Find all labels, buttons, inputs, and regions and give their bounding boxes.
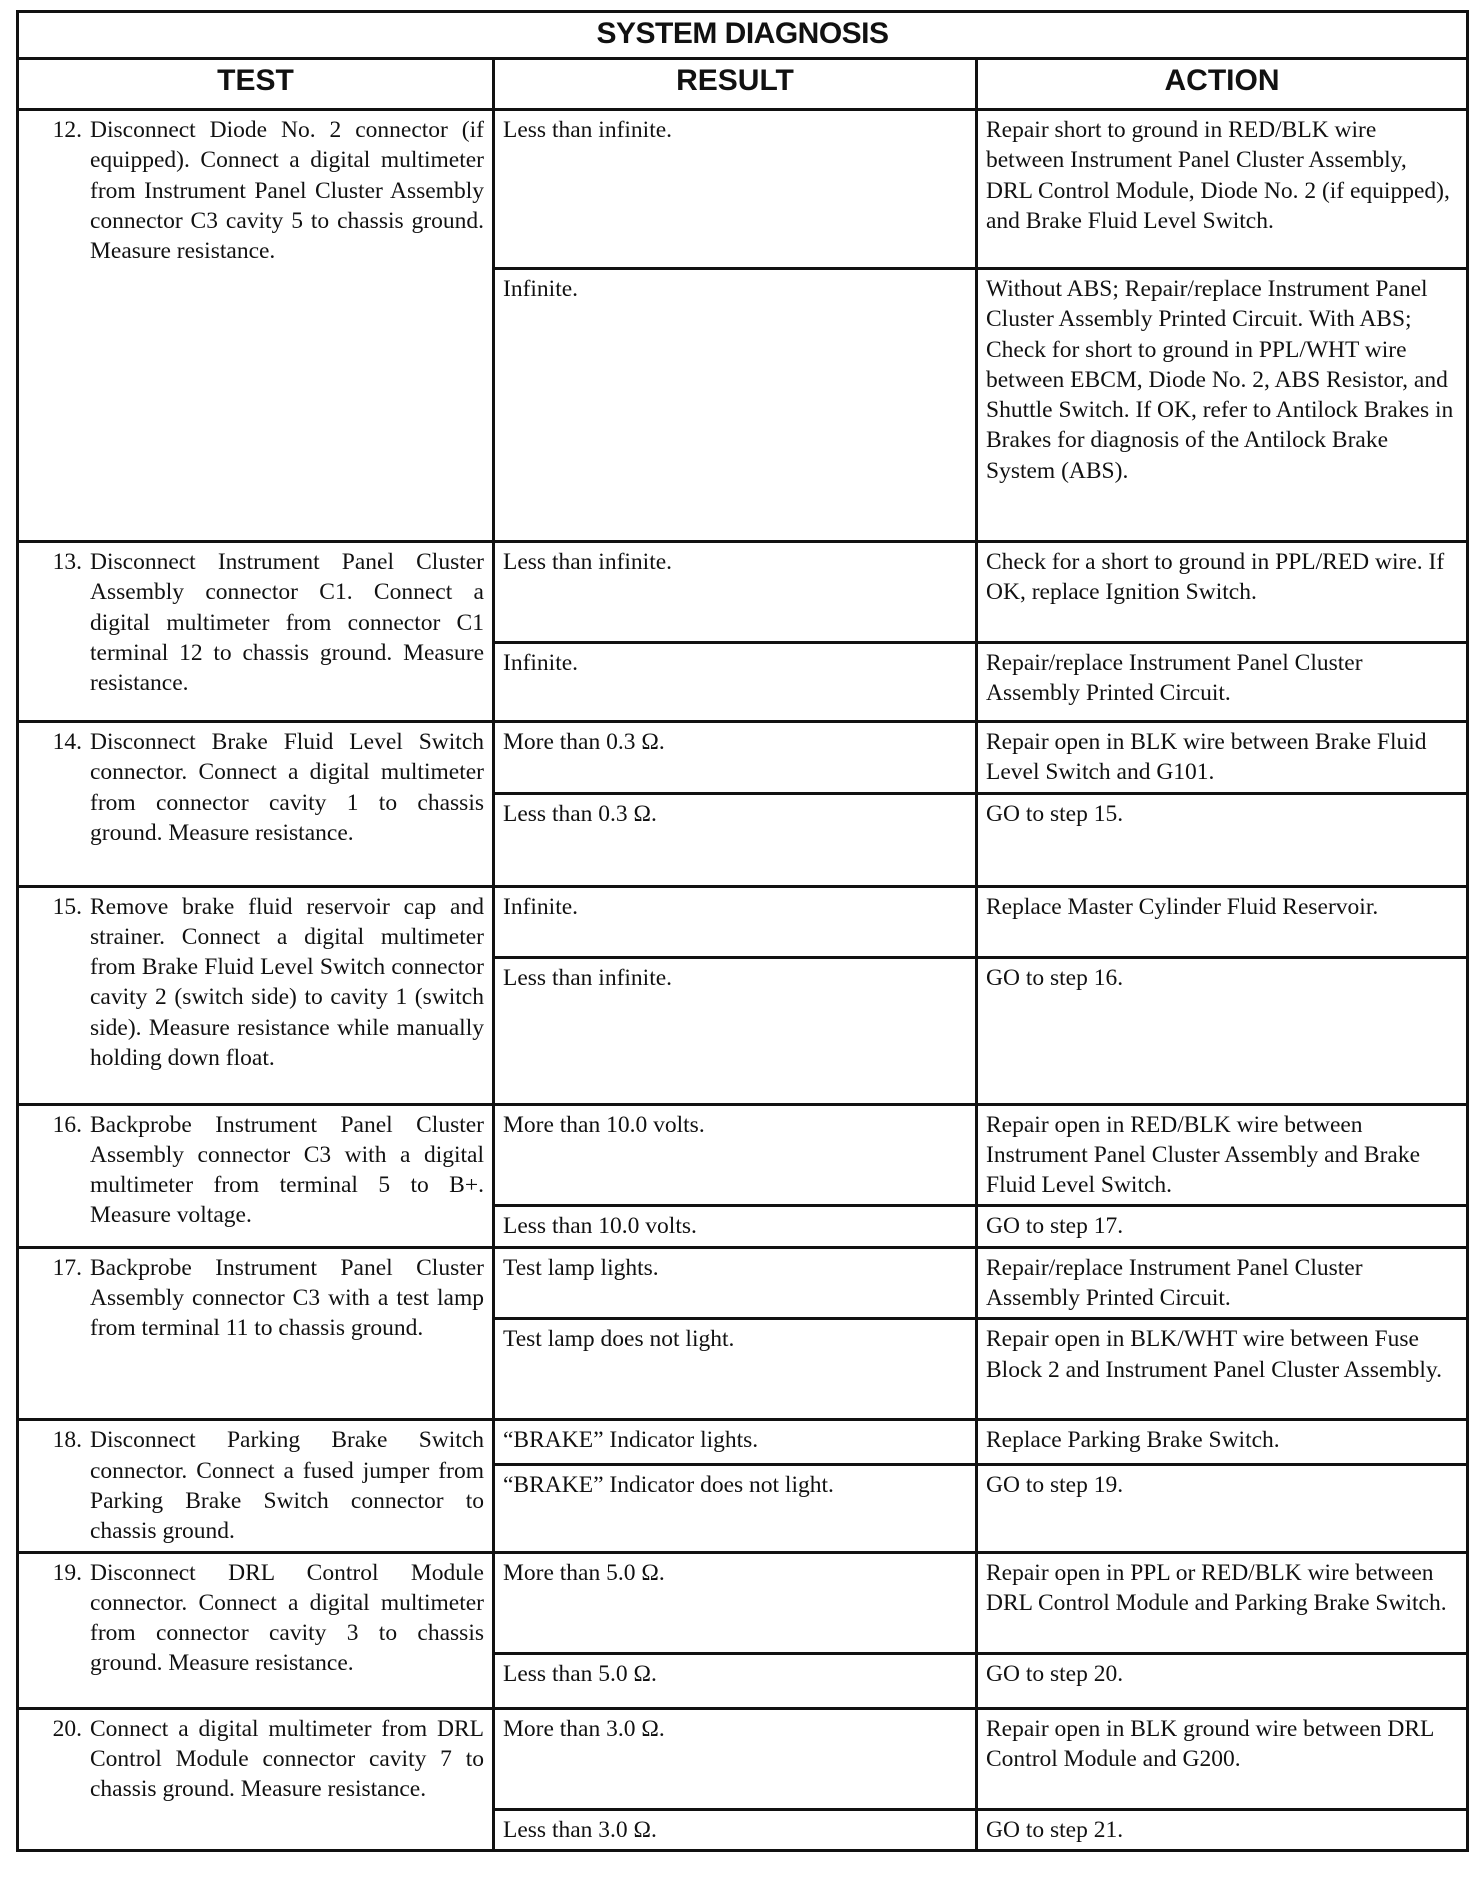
result-column-header: RESULT [494,59,977,110]
action-cell: Repair/replace Instrument Panel Cluster Assembly Printed Circuit. [977,1247,1468,1319]
test-cell [18,1552,494,1708]
result-cell: Less than infinite. [494,110,977,269]
test-cell [18,1104,494,1247]
action-cell: GO to step 15. [977,793,1468,886]
result-cell: More than 5.0 Ω. [494,1552,977,1653]
test-cell [18,542,494,722]
test-cell [18,1708,494,1850]
step-number: 20. [52,1715,82,1742]
result-cell: “BRAKE” Indicator lights. [494,1420,977,1465]
diagnosis-body [18,110,1468,1851]
step-number: 17. [52,1254,82,1281]
table-row [18,1420,1468,1465]
action-cell: Replace Master Cylinder Fluid Reservoir. [977,886,1468,957]
action-cell: GO to step 17. [977,1206,1468,1247]
result-cell: Less than 0.3 Ω. [494,793,977,886]
action-cell: Repair open in BLK/WHT wire between Fuse Block 2 and Instrument Panel Cluster Assembly. [977,1319,1468,1420]
result-cell: More than 10.0 volts. [494,1104,977,1206]
test-text: Disconnect DRL Control Module connector. Connect a digital multimeter from connector cavity 3 to chassis ground. Measure resistance. [90,1559,484,1677]
action-cell: GO to step 19. [977,1465,1468,1552]
test-cell [18,110,494,542]
action-cell: Repair open in RED/BLK wire between Instrument Panel Cluster Assembly and Brake Fluid Level Switch. [977,1104,1468,1206]
test-column-header: TEST [18,59,494,110]
test-text: Disconnect Brake Fluid Level Switch connector. Connect a digital multimeter from connector cavity 1 to chassis ground. Measure resistance. [90,729,484,846]
result-cell: Test lamp lights. [494,1247,977,1319]
action-cell: Repair open in BLK ground wire between DRL Control Module and G200. [977,1708,1468,1809]
result-cell: Less than infinite. [494,957,977,1104]
result-cell: More than 0.3 Ω. [494,722,977,794]
test-text: Disconnect Parking Brake Switch connector. Connect a fused jumper from Parking Brake Switch connector to chassis ground. [90,1427,484,1545]
test-text: Connect a digital multimeter from DRL Control Module connector cavity 7 to chassis ground. Measure resistance. [90,1715,484,1803]
action-cell: Check for a short to ground in PPL/RED wire. If OK, replace Ignition Switch. [977,542,1468,643]
table-row [18,1247,1468,1319]
table-title: SYSTEM DIAGNOSIS [18,12,1468,59]
result-cell: Less than 10.0 volts. [494,1206,977,1247]
table-row [18,1708,1468,1809]
table-row [18,1552,1468,1653]
step-number: 19. [52,1559,82,1586]
test-text: Backprobe Instrument Panel Cluster Assembly connector C3 with a test lamp from terminal 11 to chassis ground. [90,1254,484,1342]
action-cell: Without ABS; Repair/replace Instrument Panel Cluster Assembly Printed Circuit. With ABS; Check for short to ground in PPL/WHT wire between EBCM, Diode No. 2, ABS Resistor, and Shuttle Switch. If OK, refer to Antilock Brakes in Brakes for diagnosis of the Antilock Brake System (ABS). [977,269,1468,542]
test-text: Remove brake fluid reservoir cap and strainer. Connect a digital multimeter from Brake Fluid Level Switch connector cavity 2 (switch side) to cavity 1 (switch side). Measure resistance while manually holding down float. [90,893,484,1072]
test-cell [18,722,494,887]
test-text: Disconnect Instrument Panel Cluster Assembly connector C1. Connect a digital multimeter from connector C1 terminal 12 to chassis ground. Measure resistance. [90,549,484,697]
table-row [18,110,1468,269]
step-number: 15. [52,893,82,920]
action-cell: GO to step 21. [977,1809,1468,1850]
result-cell: Test lamp does not light. [494,1319,977,1420]
result-cell: Infinite. [494,269,977,542]
action-cell: GO to step 16. [977,957,1468,1104]
result-cell: Infinite. [494,886,977,957]
result-cell: More than 3.0 Ω. [494,1708,977,1809]
table-row [18,542,1468,643]
action-cell: Replace Parking Brake Switch. [977,1420,1468,1465]
action-cell: Repair short to ground in RED/BLK wire between Instrument Panel Cluster Assembly, DRL Control Module, Diode No. 2 (if equipped), and Brake Fluid Level Switch. [977,110,1468,269]
step-number: 18. [52,1427,82,1454]
table-row [18,1104,1468,1206]
step-number: 12. [52,117,82,143]
test-cell [18,1420,494,1552]
result-cell: Infinite. [494,643,977,722]
test-text: Backprobe Instrument Panel Cluster Assembly connector C3 with a digital multimeter from terminal 5 to B+. Measure voltage. [90,1111,484,1229]
result-cell: Less than 5.0 Ω. [494,1653,977,1708]
result-cell: “BRAKE” Indicator does not light. [494,1465,977,1552]
result-cell: Less than 3.0 Ω. [494,1809,977,1850]
system-diagnosis-sheet [16,10,1466,1852]
diagnosis-table [16,10,1469,1852]
table-row [18,886,1468,957]
test-cell [18,1247,494,1420]
action-cell: GO to step 20. [977,1653,1468,1708]
action-cell: Repair open in PPL or RED/BLK wire between DRL Control Module and Parking Brake Switch. [977,1552,1468,1653]
action-cell: Repair/replace Instrument Panel Cluster Assembly Printed Circuit. [977,643,1468,722]
step-number: 13. [52,549,82,575]
test-text: Disconnect Diode No. 2 connector (if equipped). Connect a digital multimeter from Instrument Panel Cluster Assembly connector C3 cavity 5 to chassis ground. Measure resistance. [90,117,484,265]
step-number: 14. [52,729,82,755]
action-cell: Repair open in BLK wire between Brake Fluid Level Switch and G101. [977,722,1468,794]
test-cell [18,886,494,1104]
step-number: 16. [52,1111,82,1138]
action-column-header: ACTION [977,59,1468,110]
table-row [18,722,1468,794]
result-cell: Less than infinite. [494,542,977,643]
